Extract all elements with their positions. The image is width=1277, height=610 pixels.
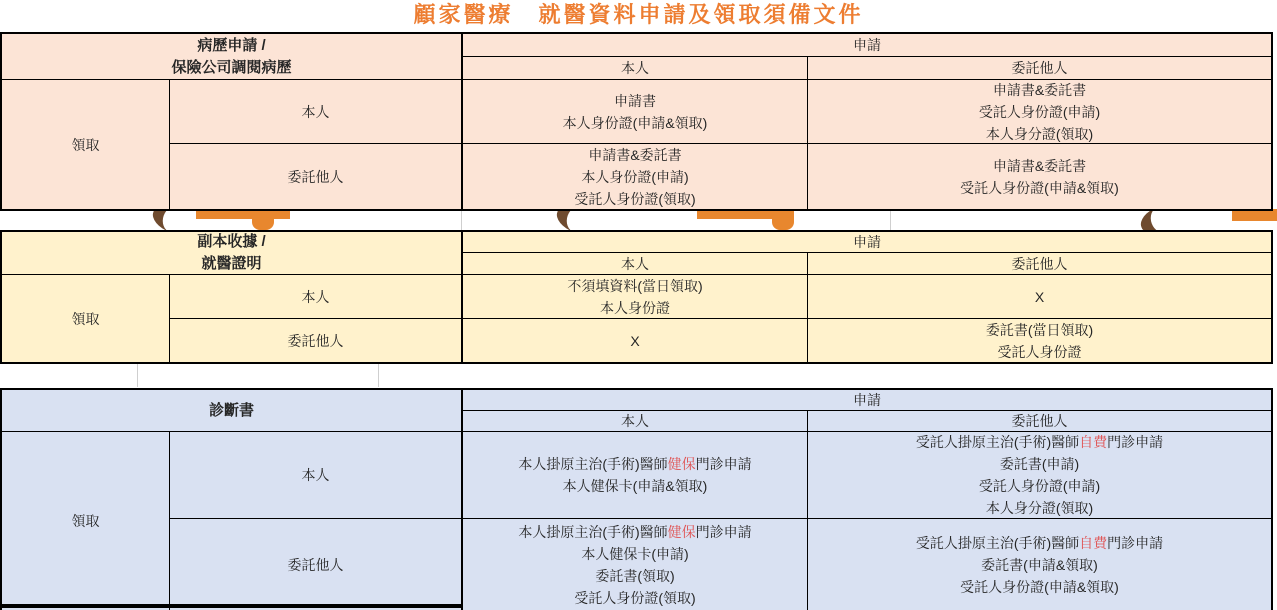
cell-line: 申請書&委託書 [992,81,1087,98]
cell-receive-proxy-apply-proxy [808,144,1271,210]
apply-header: 申請 [463,34,1271,57]
cell-line: 委託書(當日領取) [985,322,1094,338]
cell-line: 受託人身份證 [997,344,1082,360]
highlighted-red-text: 健保 [667,523,696,540]
cell-line: X [630,333,640,349]
cell-line: 委託書(申請) [999,456,1080,472]
cell-receive-proxy-apply-proxy [808,519,1271,610]
cell-receive-self-apply-self [463,275,808,319]
cell-line: 本人身分證(領取) [985,500,1094,516]
cell-line: 本人身份證(申請) [581,169,689,185]
table-title-line: 保險公司調閱病歷 [171,58,292,76]
table-title-line: 副本收據 / [197,233,266,250]
cell-line: X [1034,288,1045,305]
deco-orange-stem [252,209,274,230]
cell-line: 受託人身份證(領取) [574,191,696,207]
cell-receive-self-apply-self [463,432,808,519]
cell-line: 本人健保卡(申請) [581,545,689,562]
cell-line: 受託人身份證(領取) [574,589,696,606]
cell-line: 本人健保卡(申請&領取) [562,478,708,494]
cell-line: 本人身分證(領取) [985,125,1094,142]
cell-line: 受託人掛原主治(手術)醫師自費門診申請 [915,434,1164,450]
cell-line: 本人掛原主治(手術)醫師健保門診申請 [518,456,752,472]
table-title-cell [2,34,463,80]
apply-proxy-header: 委託他人 [808,57,1271,80]
cell-receive-self-apply-self [463,80,808,144]
cell-line: 申請書&委託書 [588,147,682,163]
cell-receive-proxy-apply-proxy [808,319,1271,363]
receive-header: 領取 [2,432,170,610]
table-medical-record-application [0,32,1273,211]
receive-proxy-label: 委託他人 [170,144,463,210]
table-copy-receipt-certificate [0,230,1273,364]
table-diagnosis-certificate [0,388,1273,610]
cell-line: 本人身份證(申請&領取) [562,114,708,131]
cell-line: 受託人身份證(申請) [978,103,1101,120]
cell-receive-proxy-apply-self [463,144,808,210]
cell-receive-proxy-apply-self [463,319,808,363]
apply-self-header: 本人 [463,411,808,432]
receive-header: 領取 [2,80,170,210]
receive-proxy-label: 委託他人 [170,319,463,363]
receive-proxy-label: 委託他人 [170,519,463,610]
apply-self-header: 本人 [463,253,808,275]
cell-line: 受託人掛原主治(手術)醫師自費門診申請 [915,534,1164,551]
cell-receive-self-apply-proxy [808,432,1271,519]
apply-self-header: 本人 [463,57,808,80]
cell-line: 委託書(申請&領取) [981,556,1098,573]
highlighted-red-text: 自費 [1079,434,1108,450]
table-title-line: 就醫證明 [201,255,262,272]
cell-line: 申請書&委託書 [992,158,1087,174]
table-bottom-border-fragment [0,604,462,608]
gridline [461,209,462,230]
cell-receive-self-apply-proxy [808,80,1271,144]
apply-proxy-header: 委託他人 [808,253,1271,275]
highlighted-red-text: 自費 [1079,534,1108,551]
table-title-line: 病歷申請 / [197,36,266,54]
table-title-cell [2,390,463,432]
cell-line: 本人身份證 [600,299,670,316]
apply-header: 申請 [463,232,1271,253]
receive-self-label: 本人 [170,432,463,519]
gridline [378,362,379,387]
highlighted-red-text: 健保 [667,456,696,472]
apply-proxy-header: 委託他人 [808,411,1271,432]
receive-self-label: 本人 [170,275,463,319]
cell-receive-proxy-apply-self [463,519,808,610]
cell-line: 本人掛原主治(手術)醫師健保門診申請 [518,523,752,540]
apply-header: 申請 [463,390,1271,411]
cell-line: 申請書 [614,92,656,109]
cell-line: 受託人身份證(申請&領取) [960,180,1119,196]
table-title-line: 診斷書 [208,401,254,419]
cell-line: 不須填資料(當日領取) [567,277,703,294]
cell-line: 受託人身份證(申請) [978,478,1101,494]
page-title: 顧家醫療 就醫資料申請及領取須備文件 [413,2,864,27]
receive-self-label: 本人 [170,80,463,144]
deco-orange-stem [772,209,794,230]
receive-header: 領取 [2,275,170,363]
table-title-cell [2,232,463,275]
cell-line: 委託書(領取) [595,567,675,584]
gridline [890,209,891,230]
cell-receive-self-apply-proxy [808,275,1271,319]
gridline [137,362,138,387]
cell-line: 受託人身份證(申請&領取) [960,578,1119,595]
